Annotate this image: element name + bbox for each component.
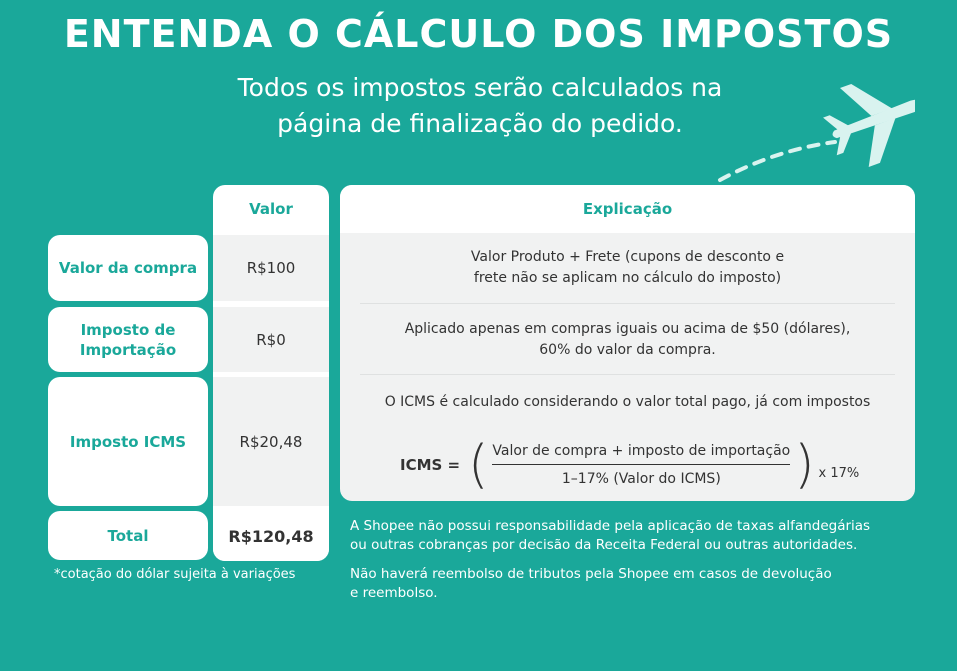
explanation-imposto-importacao-line-2: 60% do valor da compra. (539, 341, 716, 358)
disclaimer-refund (350, 565, 930, 603)
row-label-total (48, 511, 208, 560)
disclaimer-line-4: e reembolso. (350, 585, 438, 601)
formula-numerator: Valor de compra + imposto de importação (492, 443, 790, 465)
explanation-header: Explicação (340, 185, 915, 233)
row-label-imposto-importacao (48, 307, 208, 372)
value-column (213, 185, 329, 561)
icms-formula (400, 437, 870, 493)
row-label-imposto-icms (48, 377, 208, 506)
row-label-valor-compra (48, 235, 208, 301)
formula-open-paren: ( (468, 435, 489, 495)
formula-denominator: 1–17% (Valor do ICMS) (561, 471, 721, 487)
label-total: Total (107, 526, 149, 545)
disclaimer-line-2: ou outras cobranças por decisão da Receita Federal ou outras autoridades. (350, 537, 858, 553)
explanation-imposto-icms: O ICMS é calculado considerando o valor total pago, já com impostos (384, 393, 871, 410)
explanation-valor-compra-line-2: frete não se aplicam no cálculo do imposto) (473, 270, 782, 286)
value-imposto-icms: R$20,48 (213, 377, 329, 506)
airplane-icon (715, 80, 915, 190)
page-subtitle (180, 70, 780, 142)
divider (360, 374, 895, 375)
subtitle-line-1: Todos os impostos serão calculados na (237, 73, 723, 102)
subtitle-line-2: página de finalização do pedido. (277, 109, 683, 138)
formula-multiplier: x 17% (818, 465, 860, 481)
value-valor-compra: R$100 (213, 235, 329, 301)
explanation-imposto-importacao-line-1: Aplicado apenas em compras iguais ou acima de $50 (dólares), (404, 320, 851, 337)
formula-close-paren: ) (794, 435, 815, 495)
value-column-header: Valor (249, 200, 293, 218)
label-valor-compra: Valor da compra (58, 259, 198, 277)
disclaimer-line-3: Não haverá reembolso de tributos pela Shopee em casos de devolução (350, 566, 832, 582)
label-imposto-importacao-line-2: Importação (79, 340, 177, 359)
formula-fraction (488, 443, 794, 487)
divider (360, 303, 895, 304)
disclaimer-line-1: A Shopee não possui responsabilidade pela aplicação de taxas alfandegárias (350, 518, 871, 534)
explanation-panel (340, 185, 915, 501)
page-title: ENTENDA O CÁLCULO DOS IMPOSTOS (63, 12, 894, 56)
footnote: *cotação do dólar sujeita à variações (54, 567, 296, 582)
label-imposto-importacao-line-1: Imposto de (80, 320, 176, 339)
label-imposto-icms: Imposto ICMS (69, 432, 187, 451)
explanation-imposto-importacao (340, 307, 915, 372)
disclaimer-responsibility (350, 517, 930, 555)
formula-lhs: ICMS = (400, 456, 461, 474)
explanation-valor-compra-line-1: Valor Produto + Frete (cupons de desconto e (470, 249, 785, 265)
value-total: R$120,48 (213, 511, 329, 561)
value-imposto-importacao: R$0 (213, 307, 329, 372)
explanation-valor-compra (340, 235, 915, 301)
